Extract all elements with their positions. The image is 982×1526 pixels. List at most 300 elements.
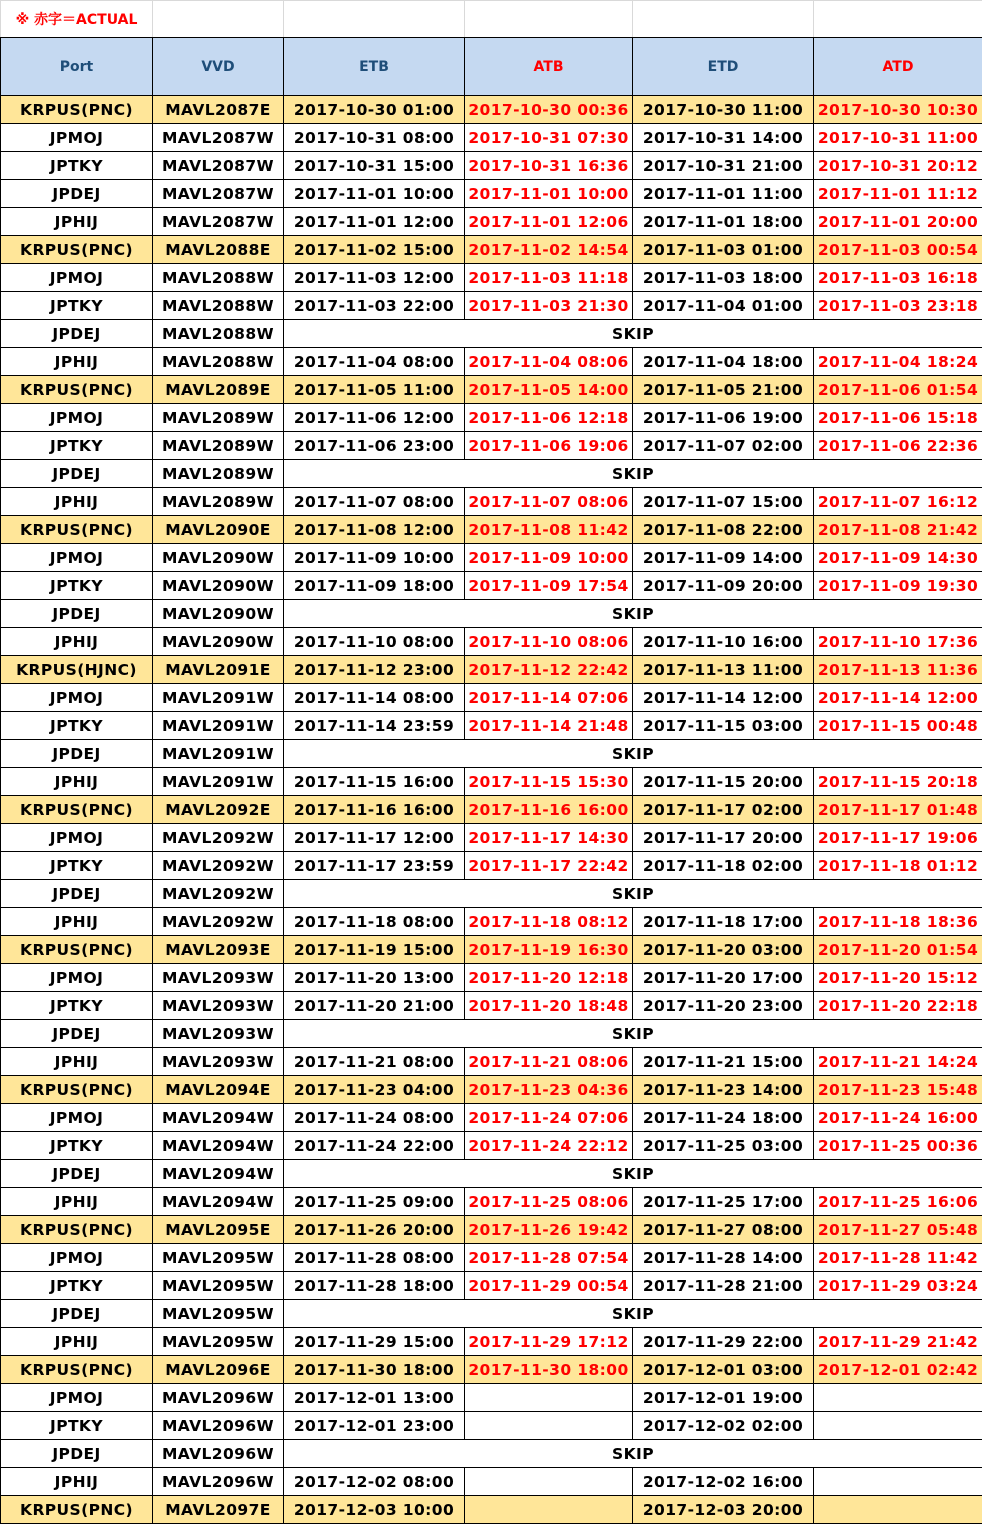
- table-row: [1, 600, 982, 628]
- atd-cell: 2017-11-27 05:48: [814, 1216, 982, 1244]
- etd-cell: 2017-10-30 11:00: [633, 96, 814, 124]
- vvd-cell: MAVL2092E: [153, 796, 284, 824]
- atb-cell: 2017-11-14 21:48: [465, 712, 633, 740]
- table-row: [1, 460, 982, 488]
- atb-cell: 2017-10-31 16:36: [465, 152, 633, 180]
- vvd-cell: MAVL2091W: [153, 684, 284, 712]
- port-cell: JPHIJ: [1, 1328, 153, 1356]
- empty-cell: [814, 1, 982, 38]
- vvd-cell: MAVL2095E: [153, 1216, 284, 1244]
- port-cell: KRPUS(PNC): [1, 796, 153, 824]
- table-row: [1, 208, 982, 236]
- etd-cell: 2017-11-06 19:00: [633, 404, 814, 432]
- etb-cell: 2017-12-02 08:00: [284, 1468, 465, 1496]
- atb-cell: [465, 1412, 633, 1440]
- vvd-cell: MAVL2090W: [153, 544, 284, 572]
- etb-cell: 2017-12-01 23:00: [284, 1412, 465, 1440]
- etd-cell: 2017-11-04 01:00: [633, 292, 814, 320]
- column-header-vvd: VVD: [153, 38, 284, 96]
- port-cell: JPMOJ: [1, 124, 153, 152]
- vvd-cell: MAVL2092W: [153, 852, 284, 880]
- port-cell: JPHIJ: [1, 208, 153, 236]
- skip-cell: SKIP: [284, 320, 982, 348]
- atd-cell: 2017-12-01 02:42: [814, 1356, 982, 1384]
- atb-cell: 2017-11-24 07:06: [465, 1104, 633, 1132]
- etb-cell: 2017-10-30 01:00: [284, 96, 465, 124]
- port-cell: JPHIJ: [1, 1188, 153, 1216]
- table-row: [1, 264, 982, 292]
- vvd-cell: MAVL2089W: [153, 432, 284, 460]
- atb-cell: 2017-11-01 12:06: [465, 208, 633, 236]
- table-row: [1, 572, 982, 600]
- atb-cell: 2017-11-28 07:54: [465, 1244, 633, 1272]
- etd-cell: 2017-12-02 02:00: [633, 1412, 814, 1440]
- atb-cell: 2017-11-03 11:18: [465, 264, 633, 292]
- table-row: [1, 628, 982, 656]
- port-cell: KRPUS(PNC): [1, 96, 153, 124]
- atd-cell: [814, 1496, 982, 1524]
- vvd-cell: MAVL2094W: [153, 1104, 284, 1132]
- table-row: [1, 740, 982, 768]
- vvd-cell: MAVL2094E: [153, 1076, 284, 1104]
- etb-cell: 2017-11-14 23:59: [284, 712, 465, 740]
- table-row: [1, 1132, 982, 1160]
- atd-cell: 2017-11-24 16:00: [814, 1104, 982, 1132]
- port-cell: JPMOJ: [1, 1104, 153, 1132]
- atd-cell: 2017-11-23 15:48: [814, 1076, 982, 1104]
- port-cell: JPHIJ: [1, 768, 153, 796]
- port-cell: JPMOJ: [1, 684, 153, 712]
- atd-cell: 2017-11-06 22:36: [814, 432, 982, 460]
- etd-cell: 2017-11-24 18:00: [633, 1104, 814, 1132]
- vvd-cell: MAVL2088W: [153, 348, 284, 376]
- port-cell: JPDEJ: [1, 740, 153, 768]
- etb-cell: 2017-11-15 16:00: [284, 768, 465, 796]
- atb-cell: 2017-11-25 08:06: [465, 1188, 633, 1216]
- vvd-cell: MAVL2096E: [153, 1356, 284, 1384]
- atd-cell: 2017-11-14 12:00: [814, 684, 982, 712]
- port-cell: KRPUS(PNC): [1, 516, 153, 544]
- etb-cell: 2017-11-19 15:00: [284, 936, 465, 964]
- vvd-cell: MAVL2095W: [153, 1300, 284, 1328]
- vvd-cell: MAVL2091W: [153, 712, 284, 740]
- port-cell: KRPUS(PNC): [1, 1356, 153, 1384]
- atb-cell: 2017-11-02 14:54: [465, 236, 633, 264]
- atd-cell: 2017-11-25 16:06: [814, 1188, 982, 1216]
- etb-cell: 2017-11-07 08:00: [284, 488, 465, 516]
- etd-cell: 2017-11-20 03:00: [633, 936, 814, 964]
- column-header-port: Port: [1, 38, 153, 96]
- vvd-cell: MAVL2088E: [153, 236, 284, 264]
- etd-cell: 2017-12-02 16:00: [633, 1468, 814, 1496]
- etb-cell: 2017-11-20 13:00: [284, 964, 465, 992]
- atd-cell: [814, 1384, 982, 1412]
- etb-cell: 2017-11-28 08:00: [284, 1244, 465, 1272]
- port-cell: KRPUS(PNC): [1, 1496, 153, 1524]
- vvd-cell: MAVL2095W: [153, 1272, 284, 1300]
- vvd-cell: MAVL2087W: [153, 208, 284, 236]
- etb-cell: 2017-10-31 15:00: [284, 152, 465, 180]
- etb-cell: 2017-11-05 11:00: [284, 376, 465, 404]
- etd-cell: 2017-11-09 14:00: [633, 544, 814, 572]
- atd-cell: 2017-11-01 11:12: [814, 180, 982, 208]
- skip-cell: SKIP: [284, 1020, 982, 1048]
- port-cell: JPHIJ: [1, 348, 153, 376]
- etd-cell: 2017-11-28 21:00: [633, 1272, 814, 1300]
- atb-cell: 2017-11-29 00:54: [465, 1272, 633, 1300]
- atd-cell: 2017-11-15 20:18: [814, 768, 982, 796]
- table-row: [1, 432, 982, 460]
- etd-cell: 2017-11-01 18:00: [633, 208, 814, 236]
- vvd-cell: MAVL2093E: [153, 936, 284, 964]
- port-cell: KRPUS(PNC): [1, 1216, 153, 1244]
- atd-cell: 2017-11-17 01:48: [814, 796, 982, 824]
- port-cell: KRPUS(PNC): [1, 936, 153, 964]
- port-cell: JPHIJ: [1, 908, 153, 936]
- table-row: [1, 852, 982, 880]
- table-row: [1, 1468, 982, 1496]
- atd-cell: 2017-11-09 19:30: [814, 572, 982, 600]
- etd-cell: 2017-11-08 22:00: [633, 516, 814, 544]
- atd-cell: 2017-10-31 11:00: [814, 124, 982, 152]
- vvd-cell: MAVL2093W: [153, 1048, 284, 1076]
- etb-cell: 2017-12-01 13:00: [284, 1384, 465, 1412]
- table-row: [1, 544, 982, 572]
- table-row: [1, 1440, 982, 1468]
- vvd-cell: MAVL2090W: [153, 572, 284, 600]
- table-row: [1, 292, 982, 320]
- empty-cell: [153, 1, 284, 38]
- vvd-cell: MAVL2089E: [153, 376, 284, 404]
- vvd-cell: MAVL2088W: [153, 292, 284, 320]
- port-cell: JPTKY: [1, 1132, 153, 1160]
- atd-cell: 2017-10-31 20:12: [814, 152, 982, 180]
- etb-cell: 2017-11-12 23:00: [284, 656, 465, 684]
- vvd-cell: MAVL2087W: [153, 180, 284, 208]
- atb-cell: 2017-11-30 18:00: [465, 1356, 633, 1384]
- atd-cell: [814, 1412, 982, 1440]
- atb-cell: 2017-11-20 12:18: [465, 964, 633, 992]
- table-row: [1, 1216, 982, 1244]
- etb-cell: 2017-11-14 08:00: [284, 684, 465, 712]
- port-cell: JPMOJ: [1, 404, 153, 432]
- atb-cell: 2017-11-08 11:42: [465, 516, 633, 544]
- atd-cell: 2017-11-06 15:18: [814, 404, 982, 432]
- etd-cell: 2017-12-01 19:00: [633, 1384, 814, 1412]
- table-row: [1, 1020, 982, 1048]
- port-cell: JPDEJ: [1, 1440, 153, 1468]
- etb-cell: 2017-11-17 12:00: [284, 824, 465, 852]
- etb-cell: 2017-11-02 15:00: [284, 236, 465, 264]
- etd-cell: 2017-11-25 17:00: [633, 1188, 814, 1216]
- atb-cell: 2017-11-19 16:30: [465, 936, 633, 964]
- atd-cell: 2017-11-03 00:54: [814, 236, 982, 264]
- etd-cell: 2017-11-05 21:00: [633, 376, 814, 404]
- atb-cell: 2017-11-17 22:42: [465, 852, 633, 880]
- empty-cell: [284, 1, 465, 38]
- atb-cell: 2017-10-31 07:30: [465, 124, 633, 152]
- port-cell: JPMOJ: [1, 1244, 153, 1272]
- atb-cell: [465, 1384, 633, 1412]
- skip-cell: SKIP: [284, 460, 982, 488]
- table-row: [1, 320, 982, 348]
- vvd-cell: MAVL2094W: [153, 1160, 284, 1188]
- port-cell: KRPUS(PNC): [1, 236, 153, 264]
- etb-cell: 2017-11-09 18:00: [284, 572, 465, 600]
- atb-cell: 2017-11-04 08:06: [465, 348, 633, 376]
- table-row: [1, 96, 982, 124]
- atd-cell: 2017-11-20 22:18: [814, 992, 982, 1020]
- table-row: [1, 1160, 982, 1188]
- port-cell: JPHIJ: [1, 628, 153, 656]
- atb-cell: 2017-11-29 17:12: [465, 1328, 633, 1356]
- table-row: [1, 348, 982, 376]
- actual-legend-note: ※ 赤字＝ACTUAL: [1, 1, 153, 38]
- table-row: [1, 488, 982, 516]
- atd-cell: 2017-11-29 21:42: [814, 1328, 982, 1356]
- etb-cell: 2017-11-04 08:00: [284, 348, 465, 376]
- vvd-cell: MAVL2096W: [153, 1412, 284, 1440]
- atb-cell: 2017-11-23 04:36: [465, 1076, 633, 1104]
- vvd-cell: MAVL2091W: [153, 768, 284, 796]
- column-header-etb: ETB: [284, 38, 465, 96]
- vvd-cell: MAVL2093W: [153, 964, 284, 992]
- vvd-cell: MAVL2091W: [153, 740, 284, 768]
- table-row: [1, 1244, 982, 1272]
- atb-cell: 2017-11-06 19:06: [465, 432, 633, 460]
- port-cell: JPTKY: [1, 572, 153, 600]
- vvd-cell: MAVL2095W: [153, 1244, 284, 1272]
- etd-cell: 2017-11-03 01:00: [633, 236, 814, 264]
- skip-cell: SKIP: [284, 740, 982, 768]
- etb-cell: 2017-11-06 12:00: [284, 404, 465, 432]
- vvd-cell: MAVL2095W: [153, 1328, 284, 1356]
- table-row: [1, 768, 982, 796]
- port-cell: JPTKY: [1, 152, 153, 180]
- etb-cell: 2017-11-20 21:00: [284, 992, 465, 1020]
- vvd-cell: MAVL2092W: [153, 824, 284, 852]
- atd-cell: 2017-11-06 01:54: [814, 376, 982, 404]
- skip-cell: SKIP: [284, 880, 982, 908]
- port-cell: JPTKY: [1, 712, 153, 740]
- etb-cell: 2017-10-31 08:00: [284, 124, 465, 152]
- etd-cell: 2017-11-01 11:00: [633, 180, 814, 208]
- port-cell: JPHIJ: [1, 1468, 153, 1496]
- atb-cell: 2017-10-30 00:36: [465, 96, 633, 124]
- table-row: [1, 1104, 982, 1132]
- etd-cell: 2017-11-07 15:00: [633, 488, 814, 516]
- etb-cell: 2017-11-29 15:00: [284, 1328, 465, 1356]
- vvd-cell: MAVL2087W: [153, 152, 284, 180]
- skip-cell: SKIP: [284, 600, 982, 628]
- vvd-cell: MAVL2094W: [153, 1188, 284, 1216]
- port-cell: JPMOJ: [1, 964, 153, 992]
- atd-cell: 2017-11-08 21:42: [814, 516, 982, 544]
- atb-cell: 2017-11-09 17:54: [465, 572, 633, 600]
- vvd-cell: MAVL2090W: [153, 600, 284, 628]
- port-cell: JPTKY: [1, 1272, 153, 1300]
- port-cell: JPDEJ: [1, 1020, 153, 1048]
- port-cell: KRPUS(PNC): [1, 376, 153, 404]
- atb-cell: 2017-11-05 14:00: [465, 376, 633, 404]
- port-cell: JPDEJ: [1, 1160, 153, 1188]
- skip-cell: SKIP: [284, 1300, 982, 1328]
- vvd-cell: MAVL2091E: [153, 656, 284, 684]
- table-row: [1, 1356, 982, 1384]
- atb-cell: 2017-11-18 08:12: [465, 908, 633, 936]
- atd-cell: 2017-11-03 23:18: [814, 292, 982, 320]
- port-cell: JPDEJ: [1, 1300, 153, 1328]
- etb-cell: 2017-11-24 22:00: [284, 1132, 465, 1160]
- etd-cell: 2017-11-14 12:00: [633, 684, 814, 712]
- etb-cell: 2017-11-09 10:00: [284, 544, 465, 572]
- atb-cell: 2017-11-09 10:00: [465, 544, 633, 572]
- table-row: [1, 796, 982, 824]
- table-row: [1, 1048, 982, 1076]
- atd-cell: 2017-11-28 11:42: [814, 1244, 982, 1272]
- etb-cell: 2017-11-06 23:00: [284, 432, 465, 460]
- vvd-cell: MAVL2088W: [153, 264, 284, 292]
- table-row: [1, 1412, 982, 1440]
- atd-cell: 2017-11-10 17:36: [814, 628, 982, 656]
- table-row: [1, 712, 982, 740]
- table-row: [1, 964, 982, 992]
- etd-cell: 2017-10-31 21:00: [633, 152, 814, 180]
- atb-cell: [465, 1468, 633, 1496]
- etb-cell: 2017-11-03 22:00: [284, 292, 465, 320]
- port-cell: JPMOJ: [1, 264, 153, 292]
- etb-cell: 2017-11-23 04:00: [284, 1076, 465, 1104]
- etd-cell: 2017-11-21 15:00: [633, 1048, 814, 1076]
- etb-cell: 2017-11-21 08:00: [284, 1048, 465, 1076]
- port-cell: JPMOJ: [1, 1384, 153, 1412]
- etb-cell: 2017-11-01 12:00: [284, 208, 465, 236]
- etd-cell: 2017-11-15 20:00: [633, 768, 814, 796]
- vvd-cell: MAVL2089W: [153, 460, 284, 488]
- table-row: [1, 824, 982, 852]
- etb-cell: 2017-11-16 16:00: [284, 796, 465, 824]
- atb-cell: 2017-11-03 21:30: [465, 292, 633, 320]
- etd-cell: 2017-11-18 02:00: [633, 852, 814, 880]
- atd-cell: 2017-11-13 11:36: [814, 656, 982, 684]
- table-row: [1, 992, 982, 1020]
- atd-cell: 2017-11-18 01:12: [814, 852, 982, 880]
- etb-cell: 2017-11-30 18:00: [284, 1356, 465, 1384]
- vvd-cell: MAVL2092W: [153, 880, 284, 908]
- port-cell: JPTKY: [1, 432, 153, 460]
- etd-cell: 2017-12-03 20:00: [633, 1496, 814, 1524]
- etb-cell: 2017-11-01 10:00: [284, 180, 465, 208]
- etd-cell: 2017-11-03 18:00: [633, 264, 814, 292]
- etd-cell: 2017-11-29 22:00: [633, 1328, 814, 1356]
- atb-cell: 2017-11-26 19:42: [465, 1216, 633, 1244]
- vvd-cell: MAVL2089W: [153, 404, 284, 432]
- port-cell: JPMOJ: [1, 824, 153, 852]
- table-row: [1, 124, 982, 152]
- atb-cell: [465, 1496, 633, 1524]
- port-cell: JPTKY: [1, 1412, 153, 1440]
- table-row: [1, 1384, 982, 1412]
- vvd-cell: MAVL2093W: [153, 992, 284, 1020]
- table-row: [1, 656, 982, 684]
- port-cell: JPHIJ: [1, 1048, 153, 1076]
- etb-cell: 2017-11-10 08:00: [284, 628, 465, 656]
- port-cell: JPDEJ: [1, 180, 153, 208]
- etb-cell: 2017-11-08 12:00: [284, 516, 465, 544]
- table-row: [1, 1188, 982, 1216]
- atb-cell: 2017-11-16 16:00: [465, 796, 633, 824]
- column-header-atb: ATB: [465, 38, 633, 96]
- etd-cell: 2017-11-07 02:00: [633, 432, 814, 460]
- column-header-atd: ATD: [814, 38, 982, 96]
- port-cell: JPDEJ: [1, 600, 153, 628]
- vvd-cell: MAVL2097E: [153, 1496, 284, 1524]
- atd-cell: 2017-11-20 01:54: [814, 936, 982, 964]
- header-row: [1, 38, 982, 96]
- table-row: [1, 1328, 982, 1356]
- table-row: [1, 180, 982, 208]
- port-cell: JPTKY: [1, 292, 153, 320]
- atb-cell: 2017-11-21 08:06: [465, 1048, 633, 1076]
- atd-cell: 2017-11-25 00:36: [814, 1132, 982, 1160]
- etd-cell: 2017-11-23 14:00: [633, 1076, 814, 1104]
- etb-cell: 2017-11-28 18:00: [284, 1272, 465, 1300]
- table-row: [1, 516, 982, 544]
- etd-cell: 2017-11-17 20:00: [633, 824, 814, 852]
- etb-cell: 2017-11-24 08:00: [284, 1104, 465, 1132]
- atd-cell: 2017-10-30 10:30: [814, 96, 982, 124]
- empty-cell: [465, 1, 633, 38]
- atd-cell: 2017-11-29 03:24: [814, 1272, 982, 1300]
- table-row: [1, 152, 982, 180]
- port-cell: JPTKY: [1, 852, 153, 880]
- vvd-cell: MAVL2088W: [153, 320, 284, 348]
- table-row: [1, 1496, 982, 1524]
- atd-cell: 2017-11-09 14:30: [814, 544, 982, 572]
- etd-cell: 2017-11-04 18:00: [633, 348, 814, 376]
- etd-cell: 2017-11-17 02:00: [633, 796, 814, 824]
- table-row: [1, 1272, 982, 1300]
- vvd-cell: MAVL2090E: [153, 516, 284, 544]
- atb-cell: 2017-11-20 18:48: [465, 992, 633, 1020]
- etb-cell: 2017-11-03 12:00: [284, 264, 465, 292]
- etd-cell: 2017-11-10 16:00: [633, 628, 814, 656]
- etd-cell: 2017-11-18 17:00: [633, 908, 814, 936]
- atd-cell: 2017-11-21 14:24: [814, 1048, 982, 1076]
- port-cell: JPTKY: [1, 992, 153, 1020]
- vvd-cell: MAVL2092W: [153, 908, 284, 936]
- vvd-cell: MAVL2096W: [153, 1440, 284, 1468]
- port-cell: JPDEJ: [1, 460, 153, 488]
- etd-cell: 2017-12-01 03:00: [633, 1356, 814, 1384]
- table-row: [1, 404, 982, 432]
- atd-cell: 2017-11-17 19:06: [814, 824, 982, 852]
- note-row: [1, 1, 982, 38]
- etb-cell: 2017-11-18 08:00: [284, 908, 465, 936]
- table-row: [1, 1076, 982, 1104]
- skip-cell: SKIP: [284, 1440, 982, 1468]
- port-cell: KRPUS(HJNC): [1, 656, 153, 684]
- atb-cell: 2017-11-06 12:18: [465, 404, 633, 432]
- port-cell: KRPUS(PNC): [1, 1076, 153, 1104]
- atd-cell: [814, 1468, 982, 1496]
- atb-cell: 2017-11-14 07:06: [465, 684, 633, 712]
- etd-cell: 2017-11-27 08:00: [633, 1216, 814, 1244]
- port-cell: JPDEJ: [1, 880, 153, 908]
- port-cell: JPMOJ: [1, 544, 153, 572]
- atb-cell: 2017-11-15 15:30: [465, 768, 633, 796]
- vvd-cell: MAVL2090W: [153, 628, 284, 656]
